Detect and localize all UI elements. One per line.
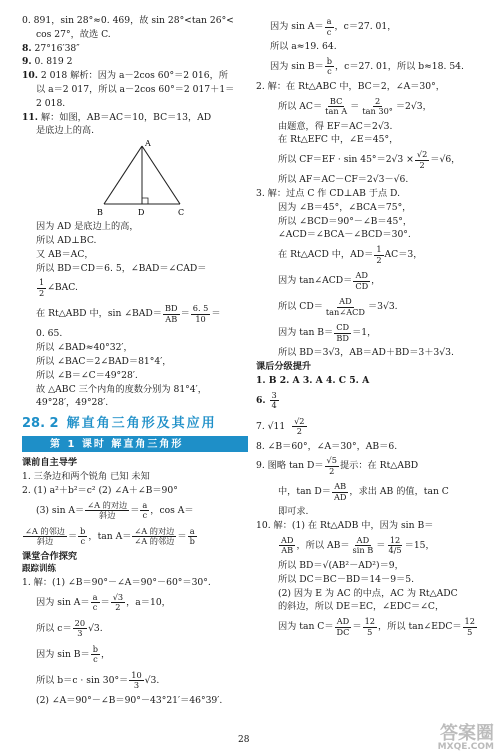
fraction: $\frac{a}{c}$	[92, 591, 98, 613]
question-number: 11.	[22, 111, 38, 123]
left-column	[22, 14, 248, 708]
answer-line: 因为 tan B＝ $\frac{CD}{BD}$ ＝1，	[278, 322, 377, 343]
answer-line: 1. 解：(1) ∠B＝90°－∠A＝90°－60°＝30°.	[22, 577, 211, 589]
answer-line: 0. 65.	[36, 328, 63, 340]
answer-line: 因为 sin B＝ $\frac{b}{c}$ ，	[36, 643, 111, 665]
fraction: $\frac{6. 5}{10}$	[192, 303, 209, 324]
section-number: 28. 2	[22, 416, 59, 432]
answer-line: 因为 ∠B＝45°，∠BCA＝75°，	[278, 201, 412, 213]
fraction: $\frac{AD}{DC}$	[336, 616, 350, 637]
subsection-heading: 课前自主导学	[22, 457, 78, 469]
answer-line: 因为 sin A＝ $\frac{a}{c}$ ，c＝27. 01，	[270, 16, 397, 37]
fraction: $\frac{\text{∠A 的对边}}{\text{∠A 的邻边}}$	[134, 525, 175, 547]
right-angle-mark	[142, 198, 148, 204]
answer-line: 2. (1) a²＋b²＝c² (2) ∠A＋∠B＝90°	[22, 484, 178, 496]
answer-line: $\frac{1}{2}$ ∠BAC.	[39, 277, 78, 298]
vertex-label-a: A	[145, 139, 151, 149]
fraction: $\frac{10}{3}$	[131, 669, 142, 691]
answer-line: $\frac{AD}{AB}$ ，所以 AB＝ $\frac{AD}{\text{sin B}}$ ＝ $\frac{12}{4/5}$ ＝15，	[281, 535, 435, 556]
side-ac	[142, 146, 180, 204]
fraction: $\frac{AD}{\text{sin B}}$	[352, 535, 374, 556]
answer-line: 所以 a≈19. 64.	[270, 41, 337, 52]
answer-line: 是底边上的高.	[36, 125, 95, 137]
answer-line: (2) ∠A＝90°－∠B＝90°－43°21′＝46°39′.	[36, 694, 223, 706]
page-number: 28	[238, 735, 250, 745]
answer-line: 10. 解：(1) 在 Rt△ADB 中，因为 sin B＝	[256, 520, 434, 532]
answer-line: 0. 891，sin 28°≈0. 469，故 sin 28°<tan 26°<	[22, 15, 234, 26]
answer-line: 故 △ABC 三个内角的度数分别为 81°4′，	[36, 383, 207, 395]
triangle-diagram	[22, 138, 248, 220]
answer-line: 49°28′，49°28′.	[36, 397, 109, 409]
answer-line: 所以 ∠BAC＝2∠BAD＝81°4′，	[36, 355, 172, 367]
answer-line: 所以 CD＝ $\frac{AD}{\text{tan∠ACD}}$ ＝3√3.	[278, 296, 398, 317]
fraction: $\frac{12}{5}$	[364, 616, 375, 637]
answer-line: 因为 sin B＝ $\frac{b}{c}$ ，c＝27. 01，所以 b≈18. 54.	[270, 55, 464, 77]
fraction: $\frac{AD}{CD}$	[355, 270, 369, 291]
answer-line: 中，tan D＝ $\frac{AB}{AD}$ ，求出 AB 的值，tan C	[278, 481, 449, 502]
answer-line: ∠ACD＝∠BCA－∠BCD＝30°.	[278, 229, 411, 241]
answer-line: 所以 ∠B＝∠C＝49°28′.	[36, 369, 138, 381]
answer-line: 27°16′38″	[34, 42, 80, 54]
answer-line: 在 Rt△EFC 中，∠E＝45°，	[278, 134, 399, 146]
answer-line: 以 a＝2 017，所以 a－2cos 60°＝2 017＋1＝	[36, 83, 235, 95]
answer-line: 在 Rt△ACD 中，AD＝ $\frac{1}{2}$ AC＝3，	[278, 244, 423, 265]
answer-line: 所以 CF＝EF · sin 45°＝2√3 × $\frac{√2}{2}$ ＝√6，	[278, 149, 461, 170]
fraction: $\frac{a}{c}$	[142, 499, 148, 521]
fraction: $\frac{20}{3}$	[74, 617, 86, 639]
answer-line: 1. 三条边和两个锐角 已知 未知	[22, 470, 150, 482]
section-title	[22, 414, 248, 434]
fraction: $\frac{BC}{\text{tan A}}$	[325, 95, 348, 117]
answer-line: (3) sin A＝ $\frac{\text{∠A 的对边}}{\text{斜边}}$ ＝ $\frac{a}{c}$ ，cos A＝	[36, 499, 194, 521]
right-column	[256, 14, 486, 640]
fraction: $\frac{b}{c}$	[80, 525, 86, 547]
fraction: $\frac{12}{4/5}$	[388, 535, 402, 556]
answer-line: 所以 ∠BCD＝90°－∠B＝45°，	[278, 215, 413, 227]
section-name: 解直角三角形及其应用	[66, 416, 217, 432]
answer-line: 在 Rt△ABD 中，sin ∠BAD＝ $\frac{BD}{AB}$ ＝ $\frac{6. 5}{10}$ ＝	[36, 303, 221, 324]
question-number: 10.	[22, 70, 38, 82]
answer-line: 所以 AD⊥BC.	[36, 234, 97, 246]
answer-line: 1. B 2. A 3. A 4. C 5. A	[256, 374, 370, 386]
answer-line: 由题意，得 EF＝AC＝2√3.	[278, 120, 393, 132]
answer-line: 所以 b＝c · sin 30°＝ $\frac{10}{3}$ √3.	[36, 669, 160, 691]
fraction: $\frac{\text{∠A 的对边}}{\text{斜边}}$	[87, 499, 128, 521]
answer-line: 8. ∠B＝60°，∠A＝30°，AB＝6.	[256, 440, 398, 452]
question-number: 9.	[22, 56, 32, 68]
answer-line: 所以 BD＝√(AB²－AD²)＝9，	[278, 559, 404, 571]
answer-line: (2) 因为 E 为 AC 的中点，AC 为 Rt△ADC	[278, 587, 458, 599]
answer-line: 所以 ∠BAD≈40°32′，	[36, 342, 133, 354]
answer-line: 7. √11 $\frac{√2}{2}$	[256, 415, 305, 437]
fraction: $\frac{BD}{AB}$	[164, 303, 178, 324]
answer-line: 6. $\frac{3}{4}$	[256, 389, 277, 411]
fraction: $\frac{√2}{2}$	[294, 415, 305, 437]
answer-line: 因为 AD 是底边上的高，	[36, 221, 139, 233]
fraction: $\frac{a}{c}$	[326, 16, 332, 37]
answer-line: 所以 c＝ $\frac{20}{3}$ √3.	[36, 617, 103, 639]
answer-line: 所以 DC＝BC－BD＝14－9＝5.	[278, 573, 415, 585]
answer-line: 所以 AF＝AC－CF＝2√3－√6.	[278, 174, 409, 186]
answer-line: 2 018 解析：因为 a－2cos 60°＝2 016，所	[40, 70, 228, 82]
answer-line: 2 018.	[36, 97, 66, 109]
answer-line: 所以 BD＝3√3，AB＝AD＋BD＝3＋3√3.	[278, 347, 454, 359]
fraction: $\frac{AB}{AD}$	[333, 481, 347, 502]
fraction: $\frac{\text{∠A 的邻边}}{\text{斜边}}$	[25, 525, 65, 547]
answer-line: 2. 解：在 Rt△ABC 中，BC＝2，∠A＝30°，	[256, 80, 445, 92]
fraction: $\frac{√5}{2}$	[326, 455, 337, 476]
fraction: $\frac{b}{c}$	[326, 55, 332, 77]
answer-line: 因为 tan∠ACD＝ $\frac{AD}{CD}$ ，	[278, 270, 381, 291]
vertex-label-b: B	[97, 208, 103, 218]
answer-line: 因为 tan C＝ $\frac{AD}{DC}$ ＝ $\frac{12}{5}$ ，所以 tan∠EDC＝ $\frac{12}{5}$	[278, 616, 475, 637]
lesson-banner: 第 1 课时 解直角三角形	[22, 436, 248, 452]
answer-line: 9. 图略 tan D＝ $\frac{√5}{2}$ 提示：在 Rt△ABD	[256, 455, 419, 476]
fraction: $\frac{1}{2}$	[39, 277, 45, 298]
fraction: $\frac{√3}{2}$	[112, 591, 124, 613]
fraction: $\frac{b}{c}$	[92, 643, 98, 665]
subsection-heading: 课堂合作探究	[22, 550, 78, 562]
fraction: $\frac{3}{4}$	[271, 389, 277, 411]
side-ab	[104, 146, 142, 204]
answer-line: cos 27°，故选 C.	[36, 28, 111, 40]
answer-line: $\frac{\text{∠A 的邻边}}{\text{斜边}}$ ＝ $\frac{b}{c}$ ，tan A＝ $\frac{\text{∠A 的对边}}{\text{∠A 的邻边}}$ ＝ $\frac{a}{b}$	[25, 525, 195, 547]
subsection-heading: 跟踪训练	[22, 564, 57, 575]
answer-line: 所以 AC＝ $\frac{BC}{\text{tan A}}$ ＝ $\frac{2}{\tan 30^\circ}$ ＝2√3，	[278, 95, 432, 117]
subsection-heading: 课后分级提升	[256, 360, 312, 372]
answer-line: 因为 sin A＝ $\frac{a}{c}$ ＝ $\frac{√3}{2}$ ，a＝10，	[36, 591, 171, 613]
fraction: $\frac{CD}{BD}$	[336, 322, 350, 343]
watermark-logo: 答案圈 MXQE.COM	[437, 723, 494, 752]
answer-line: 又 AB＝AC，	[36, 248, 94, 260]
answer-line: 解：如图，AB＝AC＝10，BC＝13，AD	[40, 111, 212, 123]
vertex-label-c: C	[178, 208, 185, 218]
fraction: $\frac{2}{\tan 30^\circ}$	[362, 95, 393, 117]
answer-line: 3. 解：过点 C 作 CD⊥AB 于点 D.	[256, 187, 401, 199]
answer-line: 0. 819 2	[34, 56, 73, 68]
fraction: $\frac{√2}{2}$	[416, 149, 428, 170]
fraction: $\frac{AD}{\text{tan∠ACD}}$	[325, 296, 365, 317]
fraction: $\frac{1}{2}$	[376, 244, 382, 265]
question-number: 8.	[22, 42, 32, 54]
fraction: $\frac{12}{5}$	[464, 616, 475, 637]
vertex-label-d: D	[138, 208, 145, 218]
answer-line: 的斜边，所以 DE＝EC，∠EDC＝∠C，	[278, 601, 445, 613]
fraction: $\frac{AD}{AB}$	[281, 535, 294, 556]
fraction: $\frac{a}{b}$	[189, 525, 195, 547]
answer-line: 即可求.	[278, 506, 309, 518]
answer-line: 所以 BD＝CD＝6. 5，∠BAD＝∠CAD＝	[36, 262, 207, 274]
